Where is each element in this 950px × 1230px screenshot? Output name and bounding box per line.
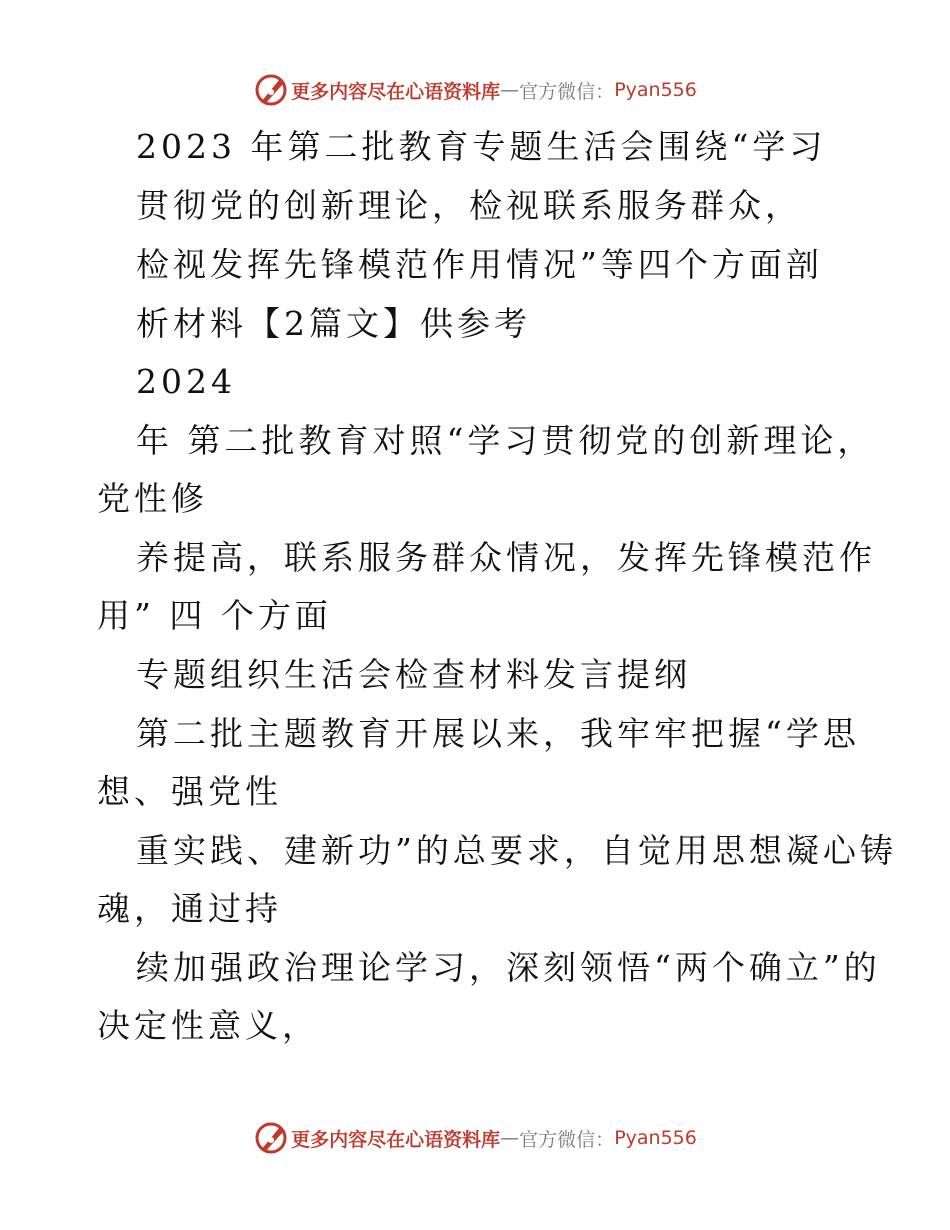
header-watermark [0, 70, 950, 110]
body-line: 第二批主题教育开展以来，我牢牢把握“学思 [136, 714, 860, 753]
body-line: 2024 [136, 362, 236, 401]
body-line: 专题组织生活会检查材料发言提纲 [136, 655, 691, 694]
body-line: 党性修 [97, 479, 208, 518]
watermark-sub-text: 官方微信： [519, 1128, 615, 1151]
title-line-2: 贯彻党的创新理论，检视联系服务群众， [136, 186, 802, 225]
watermark-main-text: 更多内容尽在心语资料库 [291, 80, 501, 103]
body-line: 续加强政治理论学习，深刻领悟“两个确立”的 [136, 948, 881, 987]
body-line: 重实践、建新功”的总要求，自觉用思想凝心铸 [136, 831, 897, 870]
watermark-sub-text: 官方微信： [519, 80, 615, 103]
pen-logo-icon [253, 1120, 289, 1156]
title-line-4: 析材料【2篇文】供参考 [136, 304, 531, 343]
title-line-3: 检视发挥先锋模范作用情况”等四个方面剖 [136, 245, 823, 284]
body-line: 养提高，联系服务群众情况，发挥先锋模范作 [136, 538, 876, 577]
watermark-wechat-id: Pyan556 [614, 1127, 697, 1149]
watermark-wechat-id: Pyan556 [614, 79, 697, 101]
title-line-1: 2023 年第二批教育专题生活会围绕“学习 [136, 127, 827, 166]
body-line: 年 第二批教育对照“学习贯彻党的创新理论， [136, 421, 875, 460]
body-line: 用” 四 个方面 [97, 596, 332, 635]
watermark-dash: — [500, 1127, 520, 1149]
watermark-main-text: 更多内容尽在心语资料库 [291, 1128, 501, 1151]
body-line: 想、强党性 [97, 772, 282, 811]
body-line: 魂，通过持 [97, 889, 282, 928]
body-line: 决定性意义， [97, 1006, 319, 1045]
pen-logo-icon [253, 72, 289, 108]
watermark-dash: — [500, 79, 520, 101]
footer-watermark [0, 1118, 950, 1158]
